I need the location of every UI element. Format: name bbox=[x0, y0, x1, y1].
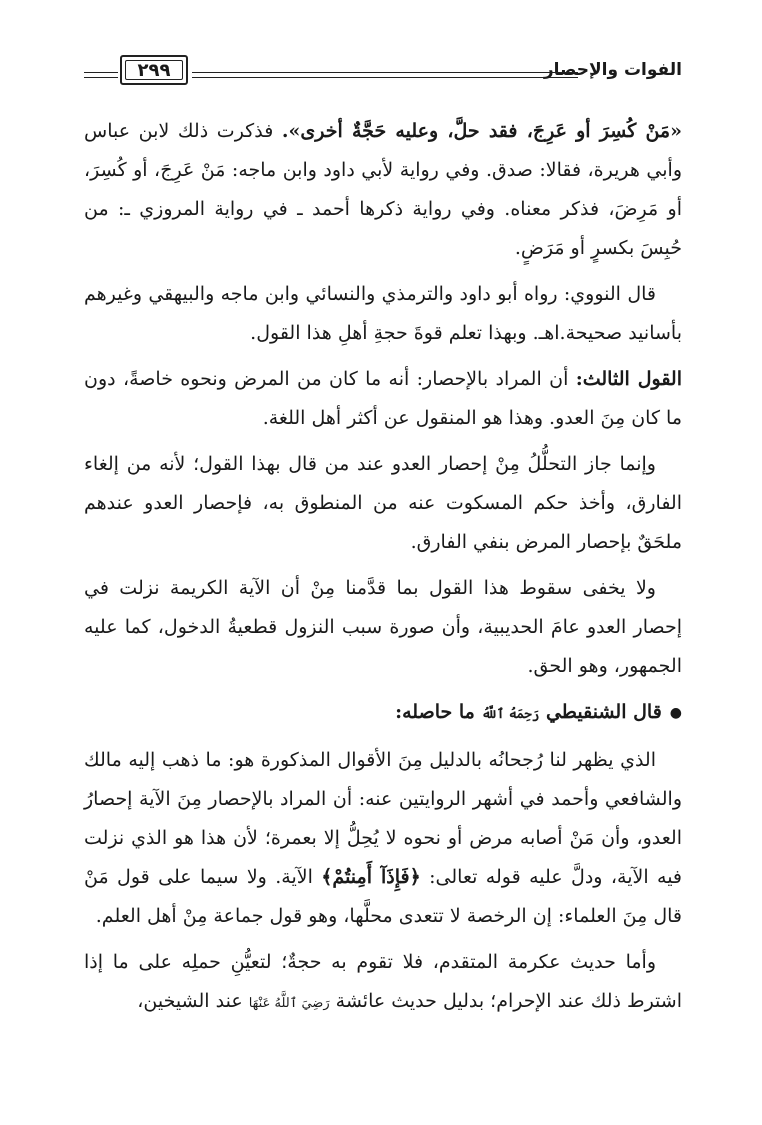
paragraph-6 bbox=[84, 741, 682, 936]
page-header bbox=[84, 52, 682, 92]
paragraph-1-text: فذكرت ذلك لابن عباس وأبي هريرة، فقالا: صدق. وفي رواية لأبي داود وابن ماجه: مَنْ عَرِجَ، أو كُسِرَ، أو مَرِضَ، فذكر معناه. وفي رواية ذكرها أحمد ـ في رواية المروزي ـ: من حُبِسَ بكسرٍ أو مَرَضٍ. bbox=[84, 120, 682, 259]
hadith-quote: «مَنْ كُسِرَ أو عَرِجَ، فقد حلَّ، وعليه حَجَّةٌ أخرى». bbox=[281, 120, 682, 142]
section-heading bbox=[84, 693, 682, 734]
paragraph-3 bbox=[84, 360, 682, 438]
paragraph-6-text: الذي يظهر لنا رُجحانُه بالدليل مِنَ الأقوال المذكورة هو: ما ذهب إليه مالك والشافعي وأحمد في أشهر الروايتين عنه: أن المراد بالإحصار مِنَ الآية إحصارُ العدو، وأن مَنْ أصابه مرض أو نحوه لا يُحِلُّ إلا بعمرة؛ لأن هذا هو الذي نزلت فيه الآية، ودلَّ عليه قوله تعالى: bbox=[84, 749, 683, 888]
quran-quote: ﴿فَإِذَآ أَمِنتُمْ﴾ bbox=[321, 866, 421, 888]
heading-text: قال الشنقيطي bbox=[545, 701, 662, 723]
header-rule bbox=[192, 72, 578, 78]
heading-text-end: ما حاصله: bbox=[395, 701, 475, 723]
paragraph-7-text: وأما حديث عكرمة المتقدم، فلا تقوم به حجةٌ؛ لتعيُّنِ حملِه على ما إذا اشترط ذلك عند الإحرام؛ بدليل حديث عائشة bbox=[84, 951, 682, 1012]
paragraph-3-text: أن المراد بالإحصار: أنه ما كان من المرض ونحوه خاصةً، دون ما كان مِنَ العدو. وهذا هو المنقول عن أكثر أهل اللغة. bbox=[84, 368, 682, 429]
chapter-title: الفوات والإحصار bbox=[543, 60, 682, 80]
paragraph-5: ولا يخفى سقوط هذا القول بما قدَّمنا مِنْ أن الآية الكريمة نزلت في إحصار العدو عامَ الحديبية، وأن صورة سبب النزول قطعيةُ الدخول، كما عليه الجمهور، وهو الحق. bbox=[84, 577, 682, 677]
paragraph-7-text-end: عند الشيخين، bbox=[137, 990, 249, 1012]
bullet-icon: ● bbox=[669, 704, 682, 721]
paragraph-2: قال النووي: رواه أبو داود والترمذي والنسائي وابن ماجه والبيهقي وغيرهم بأسانيد صحيحة.اهـ. وبهذا تعلم قوةَ حجةِ أهلِ هذا القول. bbox=[84, 283, 682, 344]
main-text bbox=[84, 112, 682, 1030]
honorific-glyph: رَضِيَ ٱللَّهُ عَنْهَا bbox=[248, 996, 330, 1011]
paragraph-7 bbox=[84, 943, 682, 1023]
paragraph-6-text-end: الآية. ولا سيما على قول مَنْ قال مِنَ العلماء: إن الرخصة لا تتعدى محلَّها، وهو قول جماعة مِنْ أهل العلم. bbox=[84, 866, 682, 927]
paragraph-1 bbox=[84, 112, 682, 268]
paragraph-4: وإنما جاز التحلُّلُ مِنْ إحصار العدو عند من قال بهذا القول؛ لأنه من إلغاء الفارق، وأخذ حكم المسكوت عنه من المنطوق به، فإحصار العدو عندهم ملحَقٌ بإحصار المرض بنفي الفارق. bbox=[84, 453, 682, 553]
header-rule-left bbox=[84, 72, 118, 78]
third-opinion-label: القول الثالث: bbox=[575, 368, 683, 390]
page-number: ٢٩٩ bbox=[137, 60, 171, 81]
page-number-frame bbox=[120, 55, 188, 85]
honorific-glyph: رَحِمَهُ ٱللَّهُ bbox=[481, 707, 540, 722]
